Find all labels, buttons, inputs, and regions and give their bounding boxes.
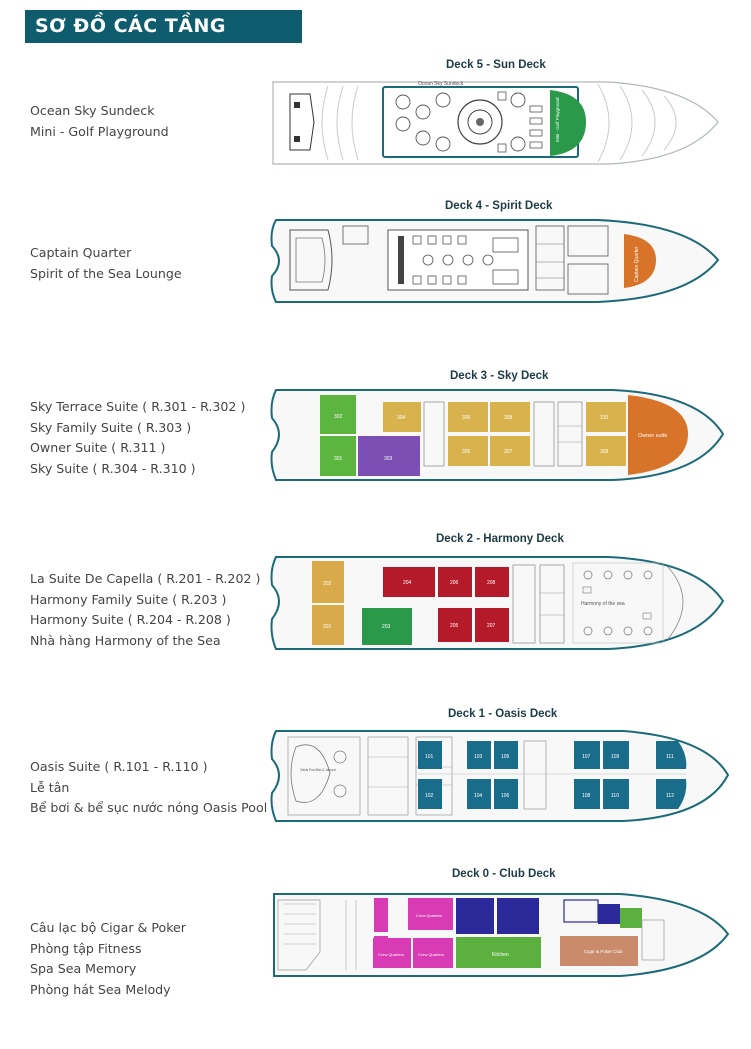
room-111: 111 <box>666 754 674 760</box>
crew-quarters-top-label: Crew Quarters <box>416 913 443 918</box>
room-305: 305 <box>462 449 471 455</box>
room-206: 206 <box>450 580 459 586</box>
room-303: 303 <box>384 456 393 462</box>
cigar-poker-club-label: Cigar & Poker Club <box>584 949 623 954</box>
deck-4-plan <box>268 216 728 308</box>
room-301: 301 <box>334 456 343 462</box>
room-203: 203 <box>382 624 391 630</box>
room-105: 105 <box>501 754 510 760</box>
room-208: 208 <box>487 580 496 586</box>
captain-quarter-label: Captain Quarter <box>634 246 640 282</box>
deck-0-feature-4: Phòng hát Sea Melody <box>30 981 171 997</box>
deck-1-feature-1: Oasis Suite ( R.101 - R.110 ) <box>30 759 208 774</box>
deck-3-feature-4: Sky Suite ( R.304 - R.310 ) <box>30 460 196 476</box>
room-202: 202 <box>323 581 332 587</box>
mini-golf-label: Mini - Golf Playground <box>555 97 560 142</box>
room-108: 108 <box>582 793 591 799</box>
crew-quarters-bottom-2-label: Crew Quarters <box>418 952 445 957</box>
deck-5-title: Deck 5 - Sun Deck <box>446 59 546 71</box>
deck-2-feature-4: Nhà hàng Harmony of the Sea <box>30 632 221 648</box>
deck-4-features <box>30 243 182 284</box>
deck-2-title: Deck 2 - Harmony Deck <box>436 533 564 545</box>
deck-3-plan <box>268 386 728 484</box>
oasis-pool-label: Oasis Pool Bar & Jacuzzi <box>300 768 336 772</box>
deck-2-features <box>30 569 260 651</box>
room-308: 308 <box>504 415 513 421</box>
room-306: 306 <box>462 415 471 421</box>
deck-2-feature-3: Harmony Suite ( R.204 - R.208 ) <box>30 612 231 627</box>
page-title: SƠ ĐỒ CÁC TẦNG <box>35 15 226 37</box>
deck-0-feature-1: Câu lạc bộ Cigar & Poker <box>30 920 186 935</box>
room-204: 204 <box>403 580 412 586</box>
room-207: 207 <box>487 623 496 629</box>
room-304: 304 <box>397 415 406 421</box>
ocean-sky-sundeck-label: Ocean Sky Sundeck <box>418 81 464 87</box>
deck-0-feature-2: Phòng tập Fitness <box>30 940 142 956</box>
deck-1-feature-3: Bể bơi & bể sục nước nóng Oasis Pool <box>30 800 268 815</box>
deck-3-feature-3: Owner Suite ( R.311 ) <box>30 440 166 455</box>
kitchen-label: Kitchen <box>492 952 509 958</box>
deck-0-plan <box>270 890 735 980</box>
page-title-banner <box>25 10 302 43</box>
deck-3-feature-1: Sky Terrace Suite ( R.301 - R.302 ) <box>30 399 246 414</box>
deck-2-plan <box>268 553 728 653</box>
deck-2-feature-1: La Suite De Capella ( R.201 - R.202 ) <box>30 571 261 586</box>
room-201: 201 <box>323 624 332 630</box>
deck-1-feature-2: Lễ tân <box>30 779 70 795</box>
room-104: 104 <box>474 793 483 799</box>
deck-5-feature-1: Ocean Sky Sundeck <box>30 103 155 118</box>
deck-1-features <box>30 757 267 819</box>
deck-4-feature-1: Captain Quarter <box>30 245 132 260</box>
deck-2-feature-2: Harmony Family Suite ( R.203 ) <box>30 591 227 607</box>
room-307: 307 <box>504 449 513 455</box>
deck-0-feature-3: Spa Sea Memory <box>30 961 137 976</box>
room-110: 110 <box>611 793 619 799</box>
room-106: 106 <box>501 793 510 799</box>
room-309: 309 <box>600 449 609 455</box>
deck-3-title: Deck 3 - Sky Deck <box>450 370 549 382</box>
room-310: 310 <box>600 415 609 421</box>
deck-5-features <box>30 101 169 142</box>
room-107: 107 <box>582 754 591 760</box>
room-103: 103 <box>474 754 483 760</box>
deck-0-features <box>30 918 186 1000</box>
deck-5-plan <box>268 72 728 172</box>
room-owner-suite: Owner suite <box>638 433 668 439</box>
crew-quarters-bottom-1-label: Crew Quarters <box>378 952 405 957</box>
deck-1-plan <box>268 727 733 827</box>
harmony-restaurant-label: Harmony of the sea <box>581 601 625 607</box>
deck-0-title: Deck 0 - Club Deck <box>452 868 556 880</box>
room-112: 112 <box>666 793 674 799</box>
deck-3-features <box>30 397 245 479</box>
deck-4-title: Deck 4 - Spirit Deck <box>445 200 553 212</box>
deck-1-title: Deck 1 - Oasis Deck <box>448 708 558 720</box>
room-205: 205 <box>450 623 459 629</box>
deck-4-feature-2: Spirit of the Sea Lounge <box>30 265 182 281</box>
room-101: 101 <box>425 754 434 760</box>
deck-3-feature-2: Sky Family Suite ( R.303 ) <box>30 419 192 435</box>
room-302: 302 <box>334 414 343 420</box>
deck-5-feature-2: Mini - Golf Playground <box>30 123 169 139</box>
room-109: 109 <box>611 754 620 760</box>
room-102: 102 <box>425 793 434 799</box>
